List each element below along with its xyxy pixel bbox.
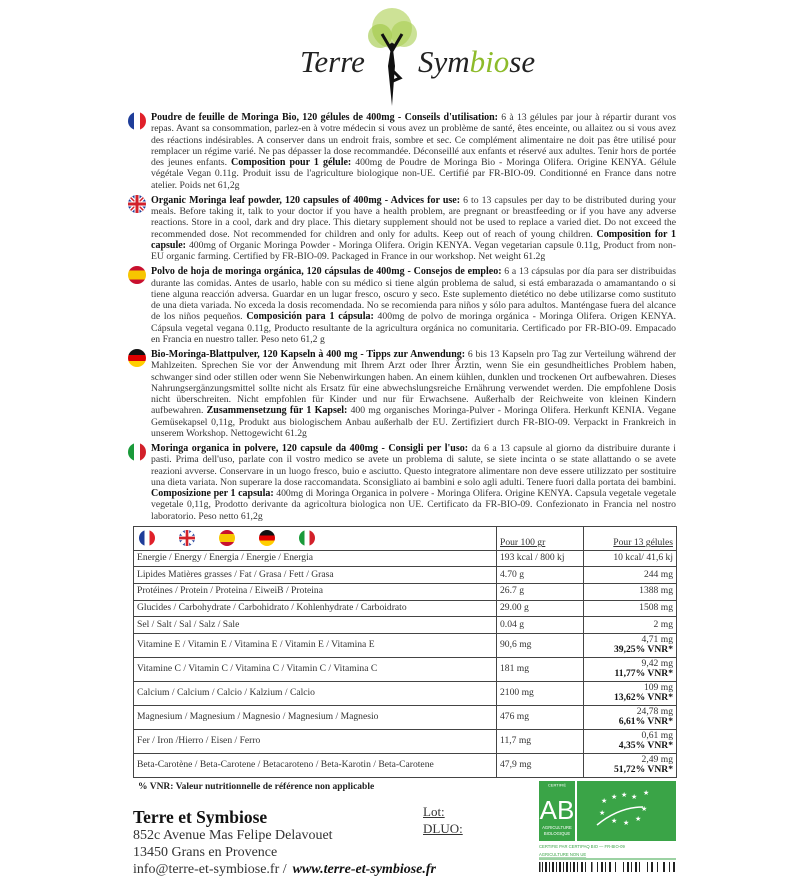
table-row bbox=[134, 600, 677, 617]
per-100g-value: 4.70 g bbox=[497, 567, 584, 584]
per-100g-value: 47,9 mg bbox=[497, 753, 584, 777]
company-address-2: 13450 Grans en Provence bbox=[133, 844, 278, 860]
table-row bbox=[134, 705, 677, 729]
per-100g-value: 29.00 g bbox=[497, 600, 584, 617]
vnr-note: % VNR: Valeur nutritionnelle de référence non applicable bbox=[138, 781, 375, 792]
per-13-value: 24,78 mg bbox=[636, 705, 673, 717]
per-100g-value: 181 mg bbox=[497, 657, 584, 681]
nutrient-name: Protéines / Protein / Proteina / EiweiB / Proteina bbox=[134, 583, 497, 600]
per-100g-value: 2100 mg bbox=[497, 681, 584, 705]
table-row bbox=[134, 567, 677, 584]
per-13-value: 109 mg bbox=[643, 681, 673, 693]
per-100g-value: 26.7 g bbox=[497, 583, 584, 600]
uk-flag-icon bbox=[128, 195, 146, 213]
table-row bbox=[134, 633, 677, 657]
uk-flag-icon bbox=[179, 530, 195, 546]
company-contact bbox=[133, 861, 436, 878]
italy-flag-icon bbox=[299, 530, 315, 546]
label-footer bbox=[133, 781, 676, 881]
per-100g-value: 11,7 mg bbox=[497, 729, 584, 753]
label-content bbox=[128, 112, 676, 881]
vnr-percent: 39,25% VNR* bbox=[614, 644, 673, 656]
per-13-value: 244 mg bbox=[584, 567, 677, 584]
svg-text:AGRICULTURE: AGRICULTURE bbox=[542, 824, 572, 830]
paragraph-de: Bio-Moringa-Blattpulver, 120 Kapseln à 400 mg - Tipps zur Anwendung: 6 bis 13 Kapseln pro Tag zur Verteilung während der Mahlzeiten. Sprechen Sie vor der Anwendung mit Ihrem Arzt oder Ihrer Ärztin, wenn Sie ein gesundheitliches Problem haben, schwanger sind oder stillen oder wenn Sie Nebenwirkungen haben. An einem kühlen, dunklen und trockenen Ort aufbewahren. Dieses Nahrungsergänzungsmittel sollte nicht als Ersatz für eine abwechslungsreiche Ernährung verwendet werden. Die empfohlene Dosis nicht überschreiten. Nicht empfohlen für Kinder und nur für Erwachsene. Außerhalb der Reichweite von kleinen Kindern aufbewahren. Zusammensetzung für 1 Kapsel: 400 mg organisches Moringa-Pulver - Moringa Olifera. Herkunft KENIA. Vegane Gemüsekapsel 0,11g, Produkt aus biologischem Anbau außerhalb der EU. Zertifiziert durch FR-BIO-09. Verpackt in Frankreich in unserem Workshop. Nettogewicht 61.2g bbox=[128, 349, 676, 439]
svg-text:★: ★ bbox=[621, 790, 628, 799]
paragraph-en: Organic Moringa leaf powder, 120 capsules of 400mg - Advices for use: 6 to 13 capsules per day to be distributed during your meals. Before taking it, talk to your doctor if you have a health problem, are pregnant or breastfeeding or if you have any adverse reactions. Store in a cool, dark and dry place. This dietary supplement should not be used to replace a varied diet. Do not exceed the recommended dose. Not recommended for children and only for adults. Keep out of reach of young children. Composition for 1 capsule: 400mg of Organic Moringa Powder - Moringa Olifera. Origin KENYA. Vegan vegetarian capsule 0.11g, Product from non-EU organic farming. Certified by FR-BIO-09. Packaged in France in our workshop. Net weight 61.2g bbox=[128, 195, 676, 263]
per-13-value: 2 mg bbox=[584, 617, 677, 634]
spain-flag-icon bbox=[219, 530, 235, 546]
header-per-13: Pour 13 gélules bbox=[613, 537, 673, 549]
per-100g-value: 193 kcal / 800 kj bbox=[497, 550, 584, 567]
nutrient-name: Fer / Iron /Hierro / Eisen / Ferro bbox=[134, 729, 497, 753]
italy-flag-icon bbox=[128, 443, 146, 461]
svg-text:★: ★ bbox=[635, 814, 642, 823]
paragraph-it: Moringa organica in polvere, 120 capsule da 400mg - Consigli per l'uso: da 6 a 13 capsule al giorno da distribuire durante i pasti. Prima dell'uso, parlate con il vostro medico se avete un problema di salute, se siete incinta o se state allattando o se avete reazioni avverse. Conservare in un luogo fresco, buio e asciutto. Questo integratore alimentare non deve essere utilizzato per sostituire una dieta variata. Non superare la dose raccomandata. Sconsigliato ai bambini e solo agli adulti. Tenere fuori dalla portata dei bambini. Composizione per 1 capsula: 400mg di Moringa Organica in polvere - Moringa Olifera. Origine KENYA. Capsula vegetale vegetale vegetale 0,11g, Prodotto derivante da agricoltura biologica non UE. Certificato da FR-BIO-09. Confezionato in Francia nel nostro laboratorio. Peso netto 61,2g bbox=[128, 443, 676, 522]
table-row bbox=[134, 753, 677, 777]
france-flag-icon bbox=[139, 530, 155, 546]
svg-text:AB: AB bbox=[539, 794, 575, 825]
svg-text:★: ★ bbox=[601, 796, 608, 805]
paragraph-fr: Poudre de feuille de Moringa Bio, 120 gélules de 400mg - Conseils d'utilisation: 6 à 13 gélules par jour à répartir durant vos repas. Avant sa consommation, parlez-en à votre médecin si vous avez un problème de santé, êtes enceinte, ou allaitez ou si vous avez des réactions indésirables. A conserver dans un endroit frais, sombre et sec. Ce complément alimentaire ne doit pas être utilisé pour remplacer un régime varié. Ne pas dépasser la dose recommandée. Déconseillé aux enfants et réservé aux adultes. Tenir hors de portée des jeunes enfants. Composition pour 1 gélule: 400mg de Poudre de Moringa Bio - Moringa Olifera. Origine KENYA. Gélule végétale Vegan 0.11g. Produit issu de l'agriculture biologique non-UE. Certifié par FR-BIO-09. Conditionné en France dans notre atelier. Poids net 61,2g bbox=[128, 112, 676, 191]
per-13-value: 0,61 mg bbox=[641, 729, 673, 741]
nutrition-table bbox=[133, 526, 677, 778]
brand-logo bbox=[0, 6, 800, 112]
nutrient-name: Vitamine E / Vitamin E / Vitamina E / Vitamin E / Vitamina E bbox=[134, 633, 497, 657]
nutrient-name: Calcium / Calcium / Calcio / Kalzium / Calcio bbox=[134, 681, 497, 705]
france-flag-icon bbox=[128, 112, 146, 130]
svg-text:CERTIFIE PAR CERTIPAQ BIO — FR: CERTIFIE PAR CERTIPAQ BIO — FR-BIO-09 bbox=[539, 843, 625, 849]
table-row bbox=[134, 681, 677, 705]
table-row bbox=[134, 583, 677, 600]
nutrient-name: Magnesium / Magnesium / Magnesio / Magnesium / Magnesio bbox=[134, 705, 497, 729]
brand-word-symbiose: Symbiose bbox=[418, 44, 536, 79]
barcode bbox=[539, 862, 675, 872]
lot-label: Lot: bbox=[423, 803, 445, 819]
svg-text:BIOLOGIQUE: BIOLOGIQUE bbox=[543, 830, 571, 836]
per-13-value: 4,71 mg bbox=[641, 633, 673, 645]
svg-text:★: ★ bbox=[623, 818, 630, 827]
dluo-label: DLUO: bbox=[423, 820, 463, 836]
table-row bbox=[134, 550, 677, 567]
table-row bbox=[134, 729, 677, 753]
header-per-100g: Pour 100 gr bbox=[500, 537, 546, 549]
brand-word-terre: Terre bbox=[300, 44, 365, 79]
svg-text:★: ★ bbox=[631, 792, 638, 801]
nutrient-name: Energie / Energy / Energia / Energie / Energia bbox=[134, 550, 497, 567]
svg-text:★: ★ bbox=[611, 816, 618, 825]
per-13-value: 1388 mg bbox=[584, 583, 677, 600]
svg-text:★: ★ bbox=[643, 788, 650, 797]
email-link[interactable]: info@terre-et-symbiose.fr / bbox=[133, 861, 287, 877]
vnr-percent: 6,61% VNR* bbox=[618, 716, 673, 728]
spain-flag-icon bbox=[128, 266, 146, 284]
per-100g-value: 476 mg bbox=[497, 705, 584, 729]
per-13-value: 10 kcal/ 41,6 kj bbox=[584, 550, 677, 567]
svg-text:★: ★ bbox=[641, 804, 648, 813]
table-row bbox=[134, 617, 677, 634]
vnr-percent: 13,62% VNR* bbox=[614, 692, 673, 704]
company-address-1: 852c Avenue Mas Felipe Delavouet bbox=[133, 827, 333, 843]
vnr-percent: 4,35% VNR* bbox=[618, 740, 673, 752]
vnr-percent: 11,77% VNR* bbox=[614, 668, 673, 680]
svg-text:★: ★ bbox=[611, 792, 618, 801]
tree-yoga-icon bbox=[362, 6, 422, 106]
nutrient-name: Sel / Salt / Sal / Salz / Sale bbox=[134, 617, 497, 634]
svg-text:CERTIFIÉ: CERTIFIÉ bbox=[547, 782, 567, 788]
per-13-value: 1508 mg bbox=[584, 600, 677, 617]
company-name: Terre et Symbiose bbox=[133, 806, 268, 827]
per-100g-value: 0.04 g bbox=[497, 617, 584, 634]
nutrient-name: Lipides Matières grasses / Fat / Grasa / Fett / Grasa bbox=[134, 567, 497, 584]
table-row bbox=[134, 657, 677, 681]
paragraph-es: Polvo de hoja de moringa orgánica, 120 cápsulas de 400mg - Consejos de empleo: 6 a 13 cápsulas por día para ser distribuidas durante las comidas. Antes de usarlo, hable con su médico si tiene algún problema de salud, si está embarazada o amamantando o si tiene alguna reacción adversa. Guardar en un lugar fresco, oscuro y seco. Este suplemento dietético no debe utilizarse como sustituto de una dieta variada. No exceda la dosis recomendada. No se recomienda para niños y sólo para adultos. Manténgase fuera del alcance de los niños pequeños. Composición para 1 cápsula: 400mg de polvo de moringa orgánica - Moringa Olifera. Origen KENYA. Cápsula vegetal vegana 0.11g, Producto resultante de la agricultura orgánica no comunitaria. Certificado por FR-BIO-09. Empacado en Francia en nuestro taller. Peso neto 61,2 g bbox=[128, 266, 676, 345]
svg-text:★: ★ bbox=[599, 808, 606, 817]
per-100g-value: 90,6 mg bbox=[497, 633, 584, 657]
website-link[interactable]: www.terre-et-symbiose.fr bbox=[292, 861, 436, 877]
vnr-percent: 51,72% VNR* bbox=[614, 764, 673, 776]
organic-certification-logo bbox=[539, 781, 676, 873]
table-header-row bbox=[134, 526, 677, 550]
svg-text:AGRICULTURE NON UE: AGRICULTURE NON UE bbox=[539, 851, 587, 857]
per-13-value: 9,42 mg bbox=[641, 657, 673, 669]
germany-flag-icon bbox=[128, 349, 146, 367]
per-13-value: 2,49 mg bbox=[641, 753, 673, 765]
nutrient-name: Beta-Carotène / Beta-Carotene / Betacaroteno / Beta-Karotin / Beta-Carotene bbox=[134, 753, 497, 777]
nutrient-name: Vitamine C / Vitamin C / Vitamina C / Vitamin C / Vitamina C bbox=[134, 657, 497, 681]
nutrient-name: Glucides / Carbohydrate / Carbohidrato / Kohlenhydrate / Carboidrato bbox=[134, 600, 497, 617]
germany-flag-icon bbox=[259, 530, 275, 546]
